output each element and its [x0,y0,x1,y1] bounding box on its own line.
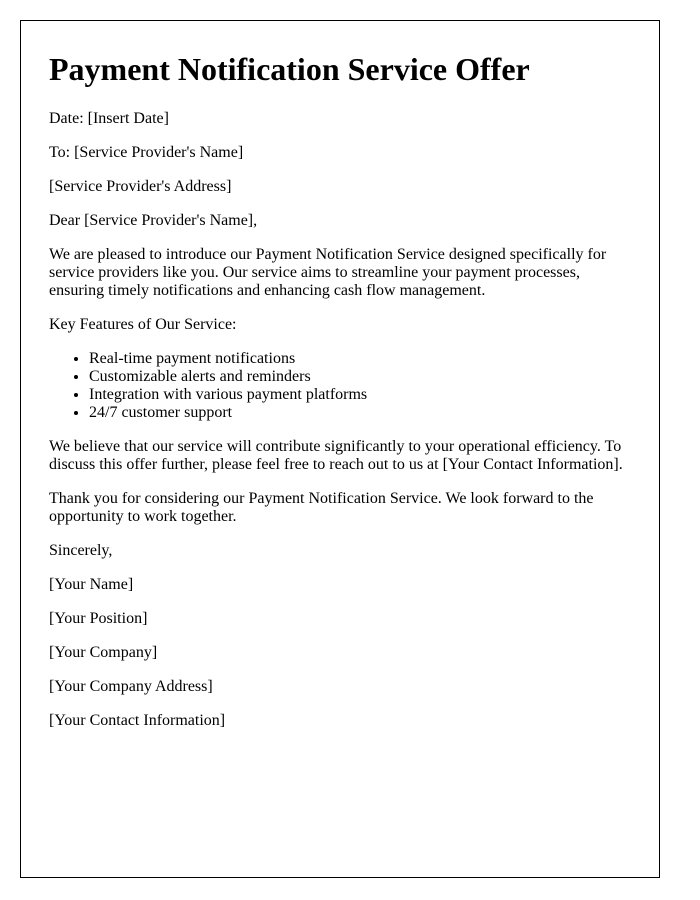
intro-paragraph: We are pleased to introduce our Payment Notification Service designed specifically for service providers like you. Our service aims to streamline your payment processes, ensuring timely notifications and enhancing cash flow management. [49,246,607,299]
salutation: Dear [Service Provider's Name], [49,212,258,229]
closing: Sincerely, [49,542,113,559]
feature-item: • Integration with various payment platforms [89,386,631,404]
signature-position: [Your Position] [49,610,148,627]
signature-company-address: [Your Company Address] [49,678,213,695]
feature-item: • Real-time payment notifications [89,350,631,368]
letter-document [20,20,660,878]
features-heading: Key Features of Our Service: [49,316,237,333]
signature-name: [Your Name] [49,576,134,593]
features-list [49,350,631,422]
letter-title: Payment Notification Service Offer [49,51,530,87]
thanks-paragraph: Thank you for considering our Payment Notification Service. We look forward to the opportunity to work together. [49,490,594,525]
signature-contact: [Your Contact Information] [49,712,226,729]
recipient-name-line: To: [Service Provider's Name] [49,144,244,161]
date-line: Date: [Insert Date] [49,110,169,127]
feature-item: • Customizable alerts and reminders [89,368,631,386]
recipient-address-line: [Service Provider's Address] [49,178,232,195]
signature-company: [Your Company] [49,644,158,661]
belief-paragraph: We believe that our service will contribute significantly to your operational efficiency. To discuss this offer further, please feel free to reach out to us at [Your Contact Information]. [49,438,623,473]
feature-item: • 24/7 customer support [89,404,631,422]
